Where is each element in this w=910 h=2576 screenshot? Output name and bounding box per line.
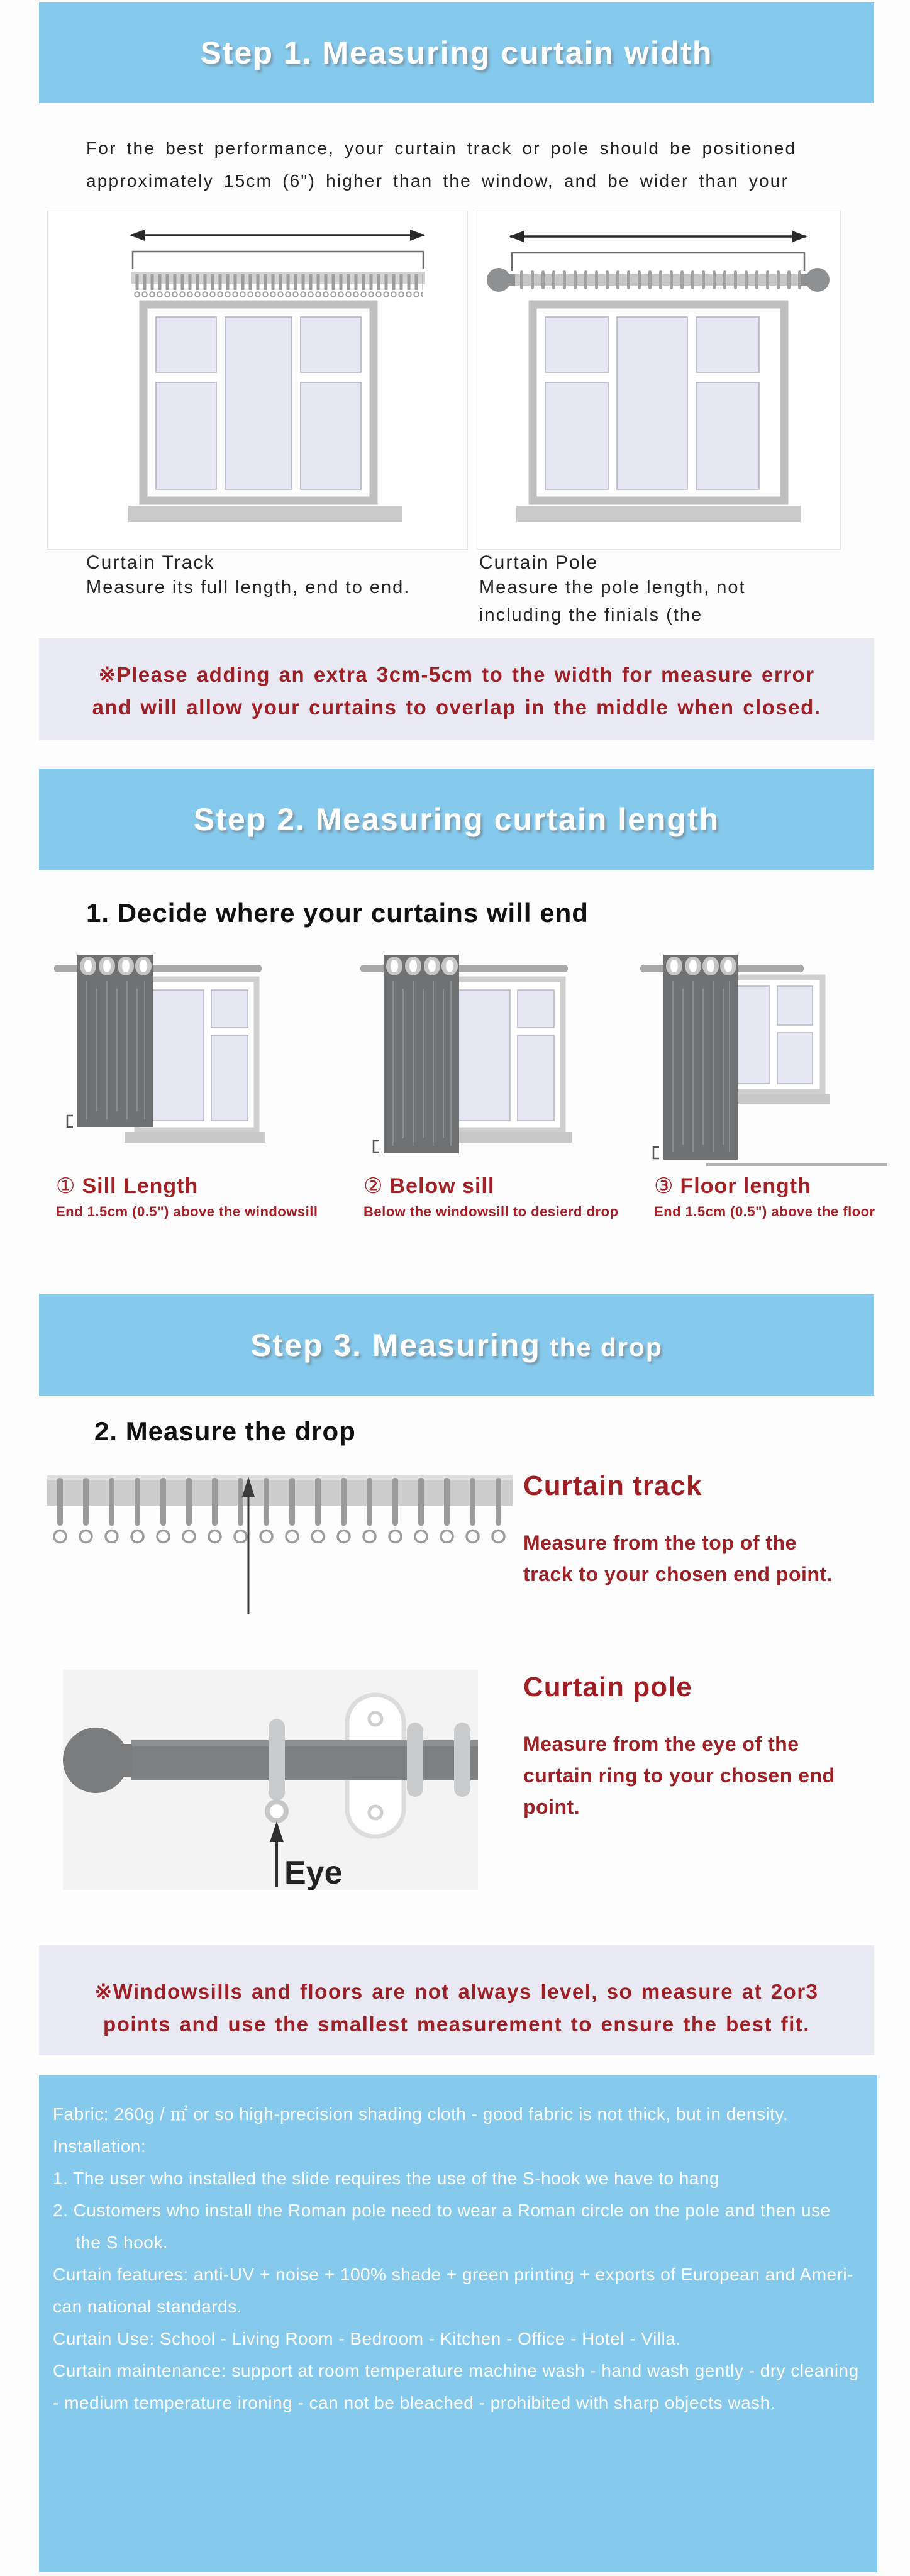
track-desc-line2: track to your chosen end point. [523,1563,833,1585]
below-sill-caption [363,1174,618,1220]
finial [63,1728,128,1793]
measure-mark [374,1141,379,1152]
finial-right [806,268,830,292]
step1-banner [39,2,874,103]
pole-closeup-drawing [63,1670,478,1890]
ring-eye [267,1802,286,1821]
track-title: Curtain track [523,1470,702,1501]
info-installation: Installation: [53,2136,147,2156]
width-arrow-icon [509,231,807,242]
curtain-pole [487,268,830,292]
track-closeup-drawing [47,1469,513,1617]
curtain-pole-closeup [63,1670,478,1890]
measure-bracket [512,253,804,271]
option2-title: Below sill [389,1174,495,1198]
track-window-drawing [48,211,466,548]
below-sill-drawing [355,951,607,1170]
pole-caption [479,552,746,629]
pole-desc-line1: Measure from the eye of the [523,1733,799,1755]
product-info-panel [39,2075,877,2572]
floor-length-illustration [635,951,887,1170]
track-desc-line1: Measure from the top of the [523,1531,797,1554]
step3-banner-sub: the drop [549,1332,663,1362]
curtain [77,955,153,1127]
level-notice-line1: ※Windowsills and floors are not always level, so measure at 2or3 [94,1980,819,2003]
sill-length-drawing [49,951,301,1170]
width-notice-line1: ※Please adding an extra 3cm-5cm to the width for measure error [98,663,815,686]
info-fabric: Fabric: 260g / ㎡ or so high-precision shading cloth - good fabric is not thick, but in density. [53,2104,789,2124]
track-gliders [48,1478,511,1545]
floor-length-drawing [635,951,887,1170]
step1-intro-line2: approximately 15cm (6") higher than the window, and be wider than your [86,171,789,191]
pole-caption-line1: Measure the pole length, not [479,577,746,597]
info-maintenance-2: - medium temperature ironing - can not be bleached - prohibited with sharp objects wash. [53,2393,776,2412]
info-use: Curtain Use: School - Living Room - Bedroom - Kitchen - Office - Hotel - Villa. [53,2329,681,2348]
window [143,304,374,501]
windowsill [125,1132,265,1143]
option1-number: ① [56,1174,76,1198]
width-notice-line2: and will allow your curtains to overlap in the middle when closed. [92,696,821,719]
step2-heading: 1. Decide where your curtains will end [86,898,589,928]
curtain [384,955,459,1153]
option3-desc: End 1.5cm (0.5") above the floor [654,1204,875,1219]
pole-text-block [523,1672,835,1823]
track-gliders [133,274,423,301]
width-notice [39,638,874,740]
step3-banner [39,1294,874,1396]
floor-length-caption [654,1174,875,1220]
width-arrow-icon [130,230,425,241]
level-notice [39,1945,874,2055]
pole-caption-title: Curtain Pole [479,552,599,573]
track-caption [86,552,410,601]
pole-title: Curtain pole [523,1672,692,1702]
option3-number: ③ [654,1174,674,1198]
sill-length-caption [56,1174,318,1220]
eye-label: Eye [284,1855,343,1890]
info-install-2b: the S hook. [75,2233,169,2252]
windowsill [516,506,801,522]
option1-title: Sill Length [82,1174,199,1198]
track-caption-title: Curtain Track [86,552,215,573]
step3-banner-title [250,1327,663,1363]
track-caption-line1: Measure its full length, end to end. [86,577,411,597]
step1-intro [86,132,866,197]
step3-heading: 2. Measure the drop [94,1416,356,1446]
info-install-1: 1. The user who installed the slide requires the use of the S-hook we have to hang [53,2168,720,2188]
option3-title: Floor length [680,1174,811,1198]
below-sill-illustration [355,951,607,1170]
sill-length-illustration [49,951,301,1170]
step1-banner-title: Step 1. Measuring curtain width [200,35,713,70]
pole-caption-line2: including the finials (the [479,605,703,625]
window [533,304,784,501]
window [137,979,257,1130]
info-features: Curtain features: anti-UV + noise + 100% shade + green printing + exports of European and Ameri- [53,2265,853,2284]
option2-number: ② [363,1174,384,1198]
measure-mark [67,1116,73,1127]
curtain-pole-window-illustration [477,211,841,550]
step1-intro-line1: For the best performance, your curtain track or pole should be positioned [86,138,797,158]
option1-desc: End 1.5cm (0.5") above the windowsill [56,1204,318,1219]
windowsill [128,506,402,522]
info-install-2: 2. Customers who install the Roman pole need to wear a Roman circle on the pole and then use [53,2201,831,2220]
pole-desc-line2: curtain ring to your chosen end [523,1764,835,1787]
pole-window-drawing [477,211,839,548]
level-notice-line2: points and use the smallest measurement to ensure the best fit. [103,2012,810,2036]
up-arrow-icon [270,1821,284,1887]
info-maintenance: Curtain maintenance: support at room temperature machine wash - hand wash gently - dry cleaning [53,2361,859,2380]
measure-mark [653,1147,659,1158]
curtain-track-window-illustration [47,211,468,550]
curtain [663,955,738,1160]
step3-banner-main: Step 3. Measuring [250,1327,541,1363]
option2-desc: Below the windowsill to desierd drop [363,1204,619,1219]
window [443,979,563,1130]
curtain-track-closeup [47,1469,513,1617]
info-features-2: can national standards. [53,2297,243,2316]
pole-desc-line3: point. [523,1796,580,1818]
track-text-block [523,1470,833,1590]
step2-banner-title: Step 2. Measuring curtain length [193,801,720,837]
measure-bracket [133,252,423,269]
step2-banner [39,769,874,870]
finial-left [487,268,511,292]
